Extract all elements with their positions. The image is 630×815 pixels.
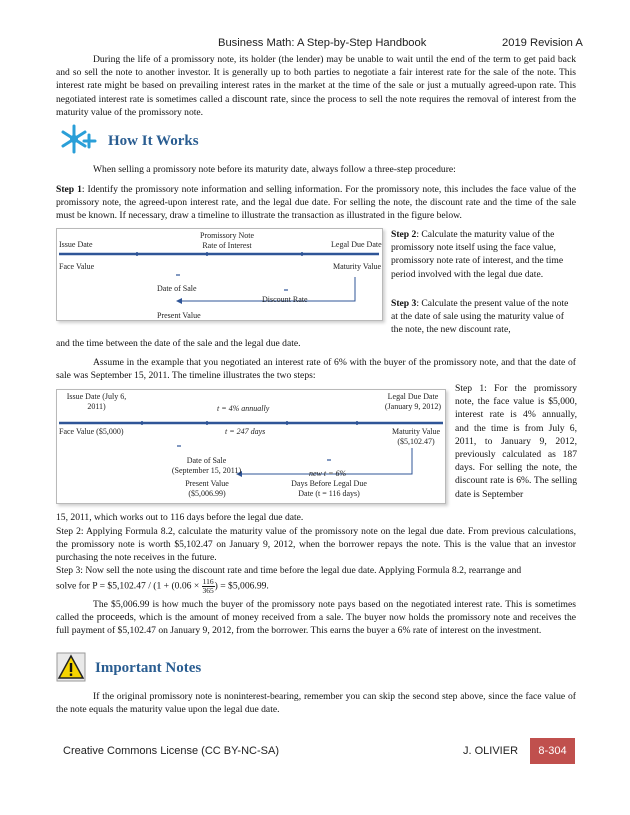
date-of-sale-example-label: Date of Sale (September 15, 2011) (171, 456, 242, 475)
step1-paragraph: Step 1: Identify the promissory note information and selling information. For the promissory note, this includes the face value of the promissory note, the agreed-upon interest rate, and the legal due date. For selling the note, the discount rate and the time of the sale must be known. If necessary, draw a timeline to illustrate the transaction as illustrated in the figure below. (56, 184, 576, 222)
timeline-example (56, 389, 446, 504)
running-header-revision: 2019 Revision A (502, 37, 583, 49)
maturity-value-label: Maturity Value (333, 262, 382, 271)
new-rate-label: new t = 6% (309, 469, 347, 478)
important-notes-heading: Important Notes (95, 660, 202, 676)
running-header-title: Business Math: A Step-by-Step Handbook (218, 37, 427, 49)
snowflake-icon (56, 123, 98, 155)
present-value-label: Present Value (157, 311, 201, 320)
warning-icon (56, 652, 86, 682)
footer-author: J. OLIVIER (463, 745, 519, 757)
face-value-example-label: Face Value ($5,000) (59, 427, 124, 436)
face-value-label: Face Value (59, 262, 95, 271)
days-before-label: Days Before Legal Due Date (t = 116 days) (291, 479, 367, 498)
footer-license: Creative Commons License (CC BY-NC-SA) (63, 745, 279, 757)
procedure-lead: When selling a promissory note before its maturity date, always follow a three-step procedure: (93, 164, 456, 175)
example-step3: Step 3: Now sell the note using the discount rate and time before the legal due date. Applying Formula 8.2, rearrange and (56, 565, 522, 576)
page-number-badge: 8-304 (530, 738, 575, 764)
issue-date-example-label: Issue Date (July 6, 2011) (66, 392, 127, 411)
maturity-value-example-label: Maturity Value ($5,102.47) (391, 427, 441, 446)
date-of-sale-label: Date of Sale (157, 284, 197, 293)
days-fraction: $\frac{116}{365}$ (202, 577, 214, 595)
example-step1-continued: 15, 2011, which works out to 116 days before the legal due date. (56, 512, 304, 523)
discount-rate-term: discount rate (232, 93, 286, 105)
legal-due-date-label: Legal Due Date (331, 240, 382, 249)
issue-date-label: Issue Date (59, 240, 93, 249)
present-value-example-label: Present Value ($5,006.99) (185, 479, 229, 498)
intro-paragraph: During the life of a promissory note, its holder (the lender) may be unable to wait until the end of the term to get paid back and so sell the note to another investor. It is generally up to both parties to negotiate a fair interest rate for the sale of the note. This interest rate might be based on prevailing interest rates in the market at the time of the sale or just a mutually agreed-upon rate. This negotiated interest rate is sometimes called a discount rate, since the process to sell the note requires the removal of interest from the maturity value of the promissory note. (56, 54, 576, 118)
note-rate-example-label: t = 4% annually (217, 404, 270, 413)
step3-continued: and the time between the date of the sale and the legal due date. (56, 338, 301, 349)
how-it-works-heading: How It Works (108, 133, 199, 149)
proceeds-term: proceeds (96, 612, 134, 624)
note-rate-label: Promissory Note Rate of Interest (200, 231, 254, 250)
timeline-generic (56, 228, 383, 321)
legal-due-date-example-label: Legal Due Date (January 9, 2012) (384, 392, 442, 411)
example-step1-side: Step 1: For the promissory note, the face value is $5,000, interest rate is 4% annually, and the time is from July 6, 2011, to January 9, 2012, previously calculated as 187 days. For selling the note, the discount rate is 6%. The selling date is September (455, 383, 577, 500)
present-value-formula: solve for P = $5,102.47 / (1 + (0.06 × $\frac{116}{365}$ ) = $5,006.99. (56, 577, 269, 595)
important-notes-text: If the original promissory note is noninterest-bearing, remember you can skip the second step above, since the face value of the note equals the maturity value upon the legal due date. (56, 691, 576, 716)
term-days-label: t = 247 days (225, 427, 266, 436)
example-intro: Assume in the example that you negotiated an interest rate of 6% with the buyer of the promissory note, and that the date of sale was September 15, 2011. The timeline illustrates the two steps: (56, 357, 576, 382)
step2-side-text: Step 2: Calculate the maturity value of the promissory note itself using the face value, promissory note rate of interest, and the time period involved with the legal due date. (391, 229, 564, 280)
discount-rate-label: Discount Rate (262, 295, 308, 304)
step3-side-text: Step 3: Calculate the present value of the note at the date of sale using the maturity value of the note, the new discount rate, (391, 298, 569, 336)
proceeds-paragraph: The $5,006.99 is how much the buyer of the promissory note pays based on the negotiated interest rate. This is sometimes called the proceeds, which is the amount of money received from a sale. The buyer now holds the promissory note and receives the full payment of $5,102.47 on January 9, 2012, from the borrower. This earns the buyer a 6% rate of interest on the investment. (56, 599, 577, 637)
example-step2: Step 2: Applying Formula 8.2, calculate the maturity value of the promissory note on the legal due date. From previous calculations, the promissory note is worth $5,102.47 on January 9, 2012, when the borrower repays the note. This is the value that an investor purchasing the note receives in the future. (56, 526, 576, 564)
